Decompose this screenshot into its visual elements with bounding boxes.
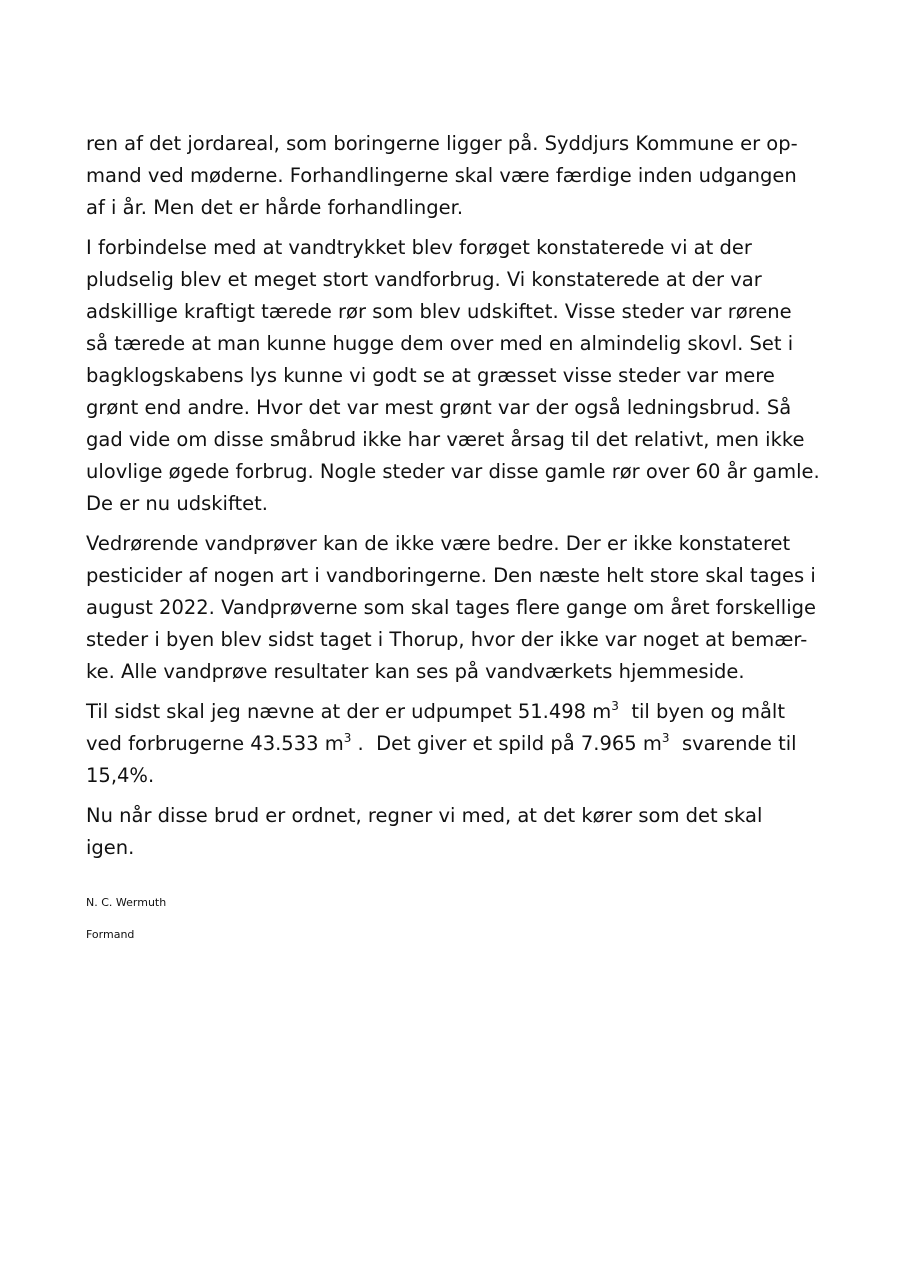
- cubic-superscript: 3: [661, 731, 670, 745]
- text-line: [86, 728, 826, 760]
- text-line: adskillige kraftigt tærede rør som blev udskiftet. Visse steder var rørene: [86, 300, 792, 323]
- text-line: august 2022. Vandprøverne som skal tages flere gange om året forskellige: [86, 596, 816, 619]
- text-line: gad vide om disse småbrud ikke har været årsag til det relativt, men ikke: [86, 428, 805, 451]
- text-line: mand ved møderne. Forhandlingerne skal være færdige inden udgangen: [86, 164, 797, 187]
- text-line: Vedrørende vandprøver kan de ikke være bedre. Der er ikke konstateret: [86, 532, 791, 555]
- text-line: Nu når disse brud er ordnet, regner vi med, at det kører som det skal: [86, 804, 763, 827]
- text-line: pludselig blev et meget stort vandforbrug. Vi konstaterede at der var: [86, 268, 762, 291]
- text-line: steder i byen blev sidst taget i Thorup, hvor der ikke var noget at bemær-: [86, 628, 808, 651]
- text-line: De er nu udskiftet.: [86, 492, 268, 515]
- waste-volume-suffix: svarende til: [669, 732, 797, 755]
- paragraph-closing: [86, 800, 826, 864]
- cubic-superscript: 3: [343, 731, 352, 745]
- pumped-volume-suffix: til byen og målt: [618, 700, 785, 723]
- paragraph-water-volumes: [86, 696, 826, 792]
- text-line: igen.: [86, 836, 135, 859]
- text-line: grønt end andre. Hvor det var mest grønt var der også ledningsbrud. Så: [86, 396, 792, 419]
- text-line: pesticider af nogen art i vandboringerne. Den næste helt store skal tages i: [86, 564, 816, 587]
- cubic-superscript: 3: [611, 699, 619, 713]
- text-line: [86, 696, 826, 728]
- text-line: af i år. Men det er hårde forhandlinger.: [86, 196, 464, 219]
- signature-title: Formand: [86, 928, 135, 941]
- waste-percentage: 15,4%.: [86, 764, 155, 787]
- text-line: ren af det jordareal, som boringerne ligger på. Syddjurs Kommune er op-: [86, 132, 798, 155]
- text-line: I forbindelse med at vandtrykket blev forøget konstaterede vi at der: [86, 236, 752, 259]
- pumped-volume-text: Til sidst skal jeg nævne at der er udpumpet 51.498 m: [86, 700, 612, 723]
- signature-name: N. C. Wermuth: [86, 896, 167, 909]
- text-line: ke. Alle vandprøve resultater kan ses på vandværkets hjemmeside.: [86, 660, 745, 683]
- document-body: [86, 128, 826, 872]
- measured-volume-text: ved forbrugerne 43.533 m: [86, 732, 344, 755]
- paragraph-water-samples: [86, 528, 826, 688]
- paragraph-pipe-replacement: [86, 232, 826, 520]
- paragraph-negotiations: [86, 128, 826, 224]
- text-line: ulovlige øgede forbrug. Nogle steder var disse gamle rør over 60 år gamle.: [86, 460, 820, 483]
- text-line: så tærede at man kunne hugge dem over med en almindelig skovl. Set i: [86, 332, 794, 355]
- waste-volume-text: . Det giver et spild på 7.965 m: [351, 732, 662, 755]
- text-line: bagklogskabens lys kunne vi godt se at græsset visse steder var mere: [86, 364, 775, 387]
